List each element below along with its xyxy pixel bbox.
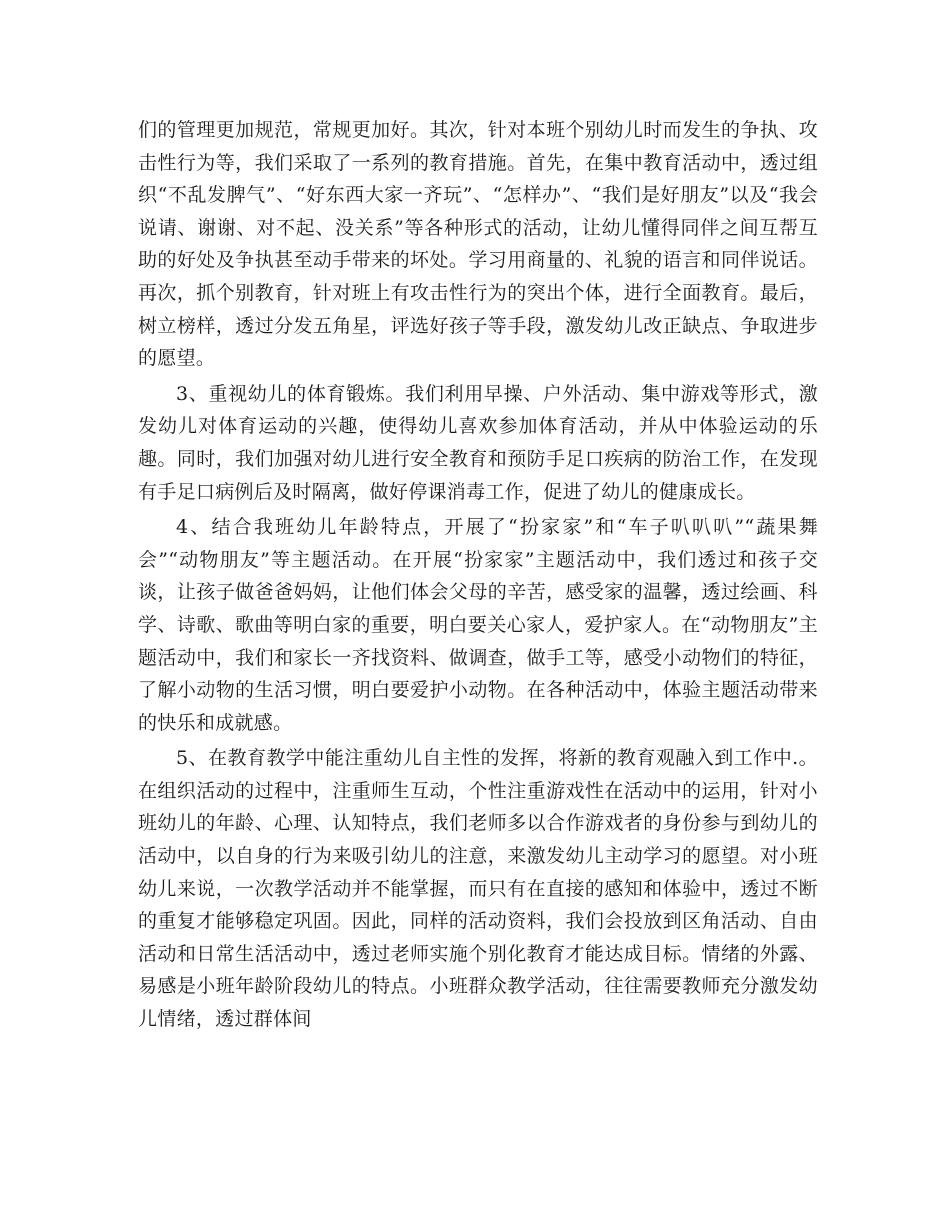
paragraph-1: 们的管理更加规范，常规更加好。其次，针对本班个别幼儿时而发生的争执、攻击性行为等，我们采取了一系列的教育措施。首先，在集中教育活动中，透过组织“不乱发脾气”、“好东西大家一齐玩”、“怎样办”、“我们是好朋友”以及“我会说请、谢谢、对不起、没关系”等各种形式的活动，让幼儿懂得同伴之间互帮互助的好处及争执甚至动手带来的坏处。学习用商量的、礼貌的语言和同伴说话。再次，抓个别教育，针对班上有攻击性行为的突出个体，进行全面教育。最后，树立榜样，透过分发五角星，评选好孩子等手段，激发幼儿改正缺点、争取进步的愿望。 <box>138 119 818 370</box>
paragraph-4: 5、在教育教学中能注重幼儿自主性的发挥，将新的教育观融入到工作中.。在组织活动的过程中，注重师生互动，个性注重游戏性在活动中的运用，针对小班幼儿的年龄、心理、认知特点，我们老师多以合作游戏者的身份参与到幼儿的活动中，以自身的行为来吸引幼儿的注意，来激发幼儿主动学习的愿望。对小班幼儿来说，一次教学活动并不能掌握，而只有在直接的感知和体验中，透过不断的重复才能够稳定巩固。因此，同样的活动资料，我们会投放到区角活动、自由活动和日常生活活动中，透过老师实施个别化教育才能达成目标。情绪的外露、易感是小班年龄阶段幼儿的特点。小班群众教学活动，往往需要教师充分激发幼儿情绪，透过群体间 <box>138 747 818 1031</box>
document-body <box>138 114 818 1039</box>
paragraph-2: 3、重视幼儿的体育锻炼。我们利用早操、户外活动、集中游戏等形式，激发幼儿对体育运动的兴趣，使得幼儿喜欢参加体育活动，并从中体验运动的乐趣。同时，我们加强对幼儿进行安全教育和预防手足口疾病的防治工作，在发现有手足口病例后及时隔离，做好停课消毒工作，促进了幼儿的健康成长。 <box>138 382 818 503</box>
paragraph-3: 4、结合我班幼儿年龄特点，开展了“扮家家”和“车子叭叭叭”“蔬果舞会”“动物朋友”等主题活动。在开展“扮家家”主题活动中，我们透过和孩子交谈，让孩子做爸爸妈妈，让他们体会父母的辛苦，感受家的温馨，透过绘画、科学、诗歌、歌曲等明白家的重要，明白要关心家人，爱护家人。在“动物朋友”主题活动中，我们和家长一齐找资料、做调查，做手工等，感受小动物们的特征，了解小动物的生活习惯，明白要爱护小动物。在各种活动中，体验主题活动带来的快乐和成就感。 <box>138 516 818 734</box>
